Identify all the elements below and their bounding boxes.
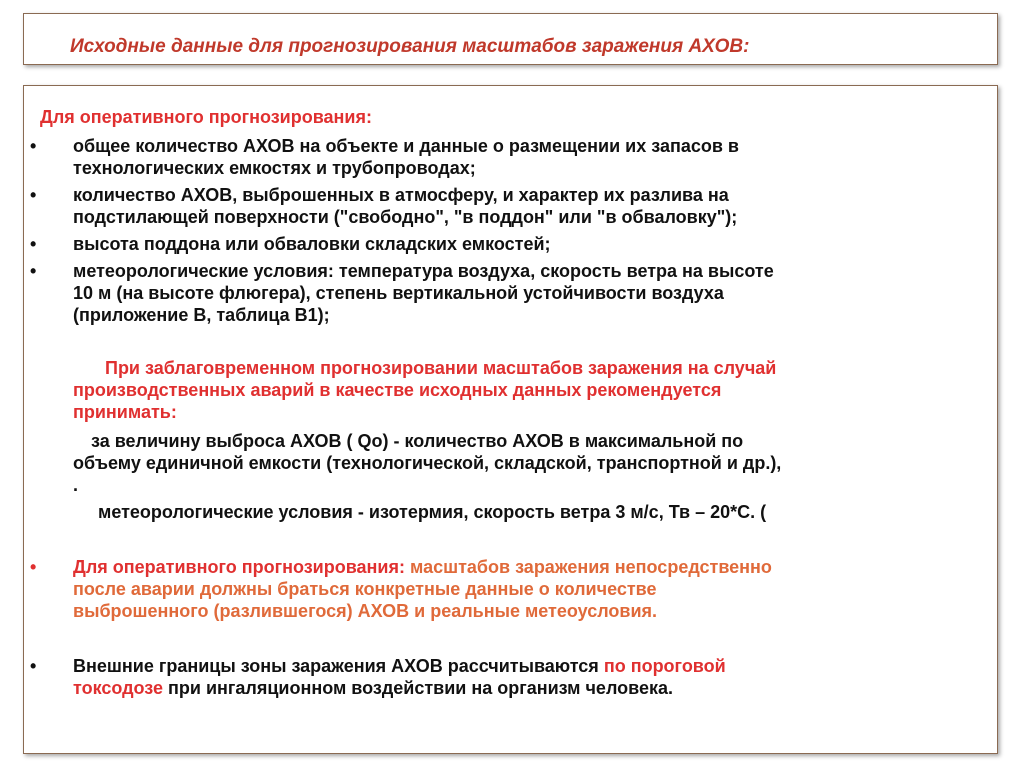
section3-lead: Для оперативного прогнозирования: bbox=[73, 557, 405, 577]
bullet-marker: • bbox=[30, 261, 37, 281]
section4-part1: Внешние границы зоны заражения АХОВ рассчитываются bbox=[73, 656, 604, 676]
bullet-marker: • bbox=[30, 136, 37, 156]
bullet-marker: • bbox=[30, 185, 37, 205]
list-item-4-line-2: 10 м (на высоте флюгера), степень вертикальной устойчивости воздуха bbox=[73, 283, 724, 303]
section4-part4: при ингаляционном воздействии на организм человека. bbox=[163, 678, 673, 698]
bullet-marker: • bbox=[30, 557, 37, 577]
section2-text-1-line-2: объему единичной емкости (технологической, складской, транспортной и др.), bbox=[73, 453, 782, 473]
list-item-1-line-1: общее количество АХОВ на объекте и данные о размещении их запасов в bbox=[73, 136, 739, 156]
bullet-marker: • bbox=[30, 656, 37, 676]
list-item-3-line-1: высота поддона или обваловки складских емкостей; bbox=[73, 234, 551, 254]
section3-line-3: выброшенного (разлившегося) АХОВ и реальные метеоусловия. bbox=[73, 601, 658, 621]
list-item-1-line-2: технологических емкостях и трубопроводах; bbox=[73, 158, 476, 178]
section4-part2: по пороговой bbox=[603, 656, 726, 676]
list-item-4-line-3: (приложение В, таблица В1); bbox=[73, 305, 330, 325]
section2-text-1-line-3: . bbox=[73, 475, 79, 495]
section4-line-1 bbox=[73, 655, 726, 677]
section2-heading-line-2: производственных аварий в качестве исходных данных рекомендуется bbox=[73, 380, 722, 400]
list-item-4-line-1: метеорологические условия: температура воздуха, скорость ветра на высоте bbox=[73, 261, 774, 281]
page-title: Исходные данные для прогнозирования масштабов заражения АХОВ: bbox=[70, 36, 750, 57]
list-item-2-line-1: количество АХОВ, выброшенных в атмосферу, и характер их разлива на bbox=[73, 185, 729, 205]
section2-heading-line-1: При заблаговременном прогнозировании масштабов заражения на случай bbox=[105, 358, 777, 378]
section2-heading-line-3: принимать: bbox=[73, 402, 177, 422]
section3-line-2: после аварии должны браться конкретные данные о количестве bbox=[73, 579, 657, 599]
bullet-marker: • bbox=[30, 234, 37, 254]
list-item-2-line-2: подстилающей поверхности ("свободно", "в поддон" или "в обваловку"); bbox=[73, 207, 738, 227]
section2-text-1-line-1: за величину выброса АХОВ ( Qo) - количество АХОВ в максимальной по bbox=[91, 431, 744, 451]
section3-line-1 bbox=[73, 556, 772, 578]
section2-text-2: метеорологические условия - изотермия, скорость ветра 3 м/с, Тв – 20*С. ( bbox=[98, 502, 767, 522]
section4-line-2 bbox=[73, 677, 673, 699]
section3-rest: масштабов заражения непосредственно bbox=[404, 557, 772, 577]
section1-heading: Для оперативного прогнозирования: bbox=[40, 107, 372, 127]
section4-part3: токсодозе bbox=[73, 678, 164, 698]
